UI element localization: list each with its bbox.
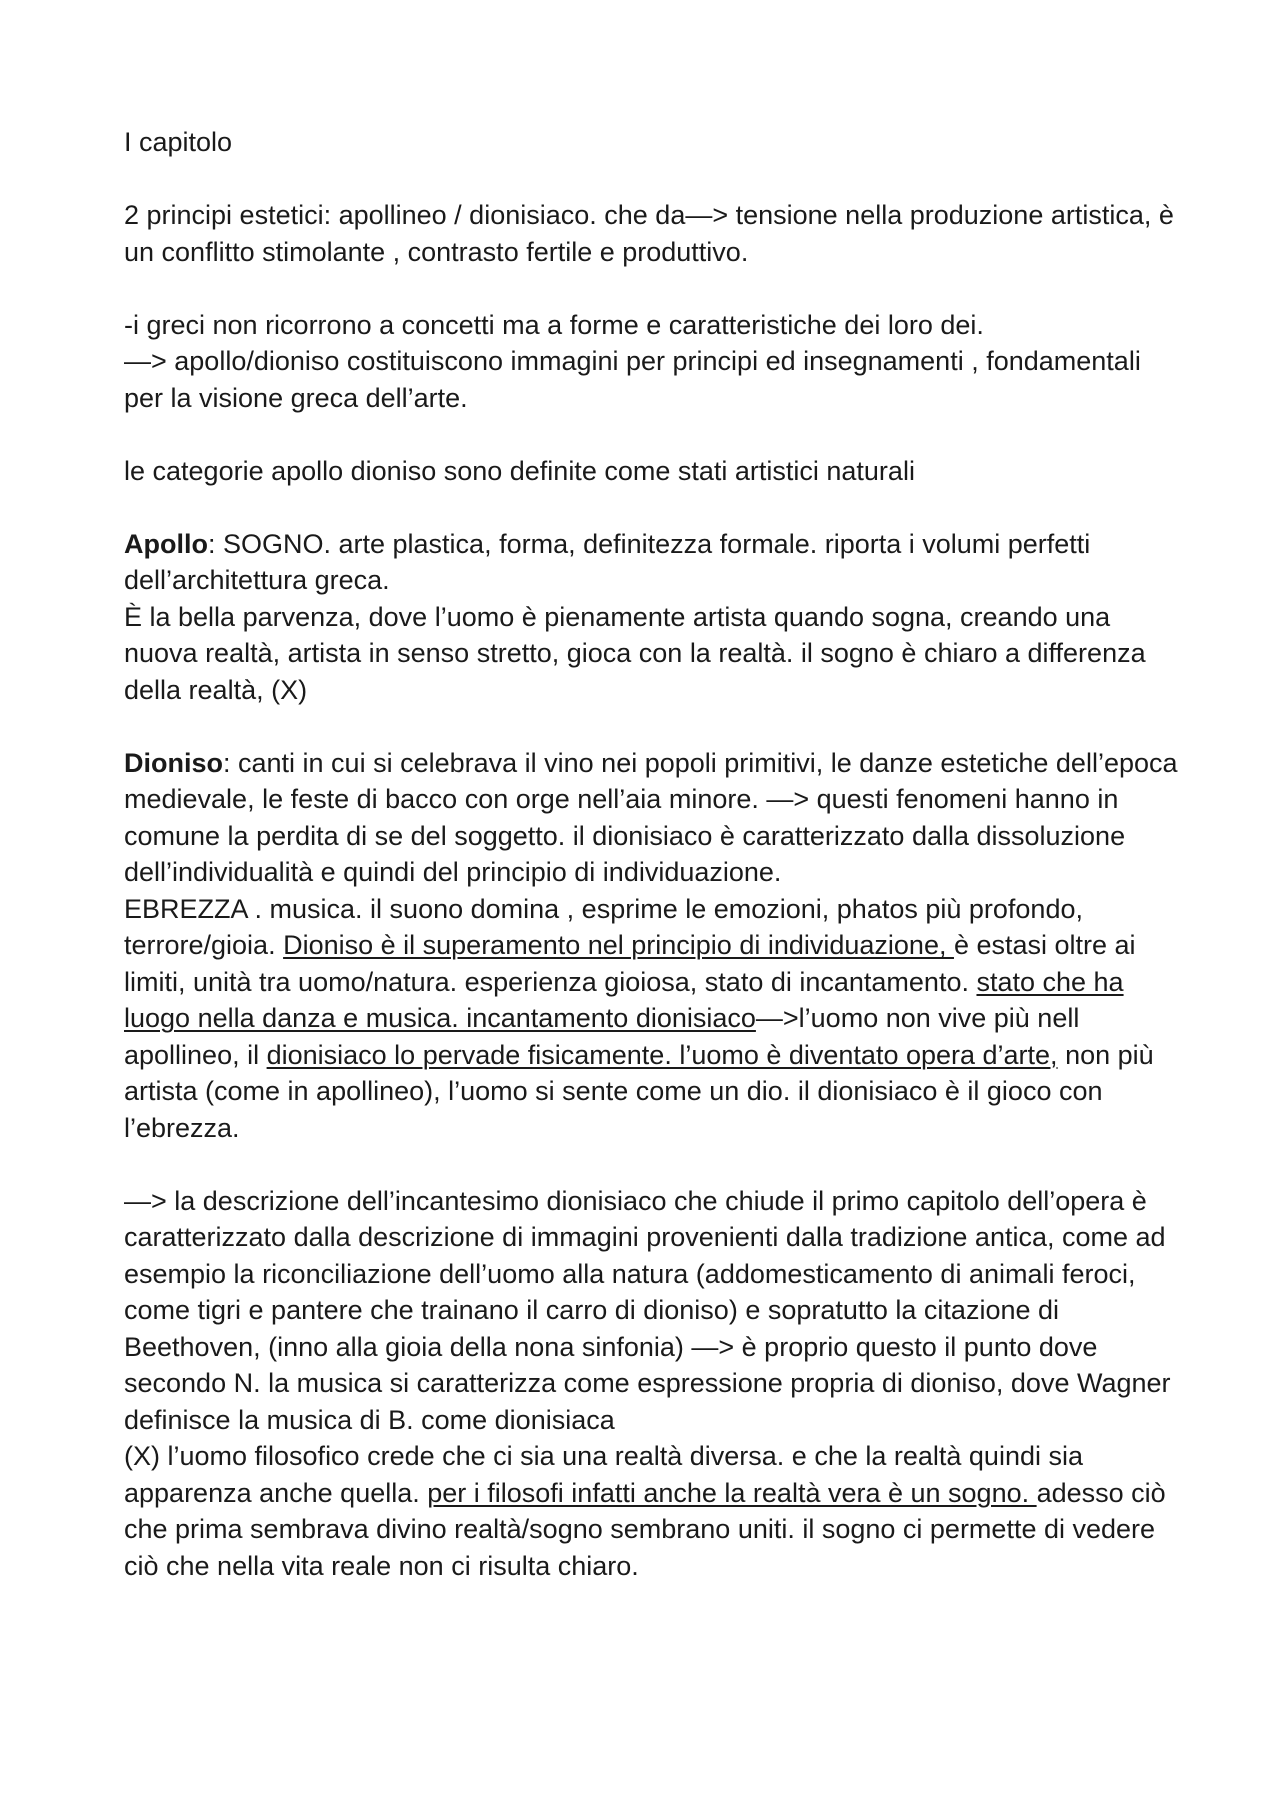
dioniso-label: Dioniso [124, 747, 223, 778]
paragraph-ebrezza [124, 891, 1184, 1147]
paragraph-apollo-parvenza: È la bella parvenza, dove l’uomo è pienamente artista quando sogna, creando una nuova realtà, artista in senso stretto, gioca con la realtà. il sogno è chiaro a differenza della realtà, (X) [124, 601, 1146, 705]
x-text-1: (X) l’uomo filosofico crede che ci sia una realtà diversa. e che la realtà quindi sia apparenza anche quella. [124, 1441, 1083, 1508]
apollo-label: Apollo [124, 528, 208, 559]
paragraph-greeks: -i greci non ricorrono a concetti ma a forme e caratteristiche dei loro dei. [124, 309, 984, 340]
paragraph-dioniso [124, 745, 1184, 891]
underlined-individuazione: Dioniso è il superamento nel principio di individuazione, [283, 930, 954, 960]
paragraph-x-note [124, 1438, 1184, 1584]
ebrezza-text-3: —>l’uomo non vive più nell apollineo, il [124, 1003, 1080, 1070]
x-text-2: adesso ciò che prima sembrava divino realtà/sogno sembrano uniti. il sogno ci permette di vedere ciò che nella vita reale non ci risulta chiaro. [124, 1477, 1166, 1581]
underlined-sogno: per i filosofi infatti anche la realtà vera è un sogno. [427, 1477, 1037, 1508]
underlined-incantamento: stato che ha luogo nella danza e musica. incantamento dionisiaco [124, 966, 1124, 1033]
paragraph-apollo-dioniso-images: —> apollo/dioniso costituiscono immagini per principi ed insegnamenti , fondamentali per la visione greca dell’arte. [124, 346, 1141, 413]
chapter-title: I capitolo [124, 127, 233, 157]
paragraph-incantesimo: —> la descrizione dell’incantesimo dionisiaco che chiude il primo capitolo dell’opera è caratterizzato dalla descrizione di immagini provenienti dalla tradizione antica, come ad esempio la riconciliazione dell’uomo alla natura (addomesticamento di animali feroci, come tigri e pantere che trainano il carro di dioniso) e sopratutto la citazione di Beethoven, (inno alla gioia della nona sinfonia) —> è proprio questo il punto dove secondo N. la musica si caratterizza come espressione propria di dioniso, dove Wagner definisce la musica di B. come dionisiaca [124, 1185, 1171, 1435]
paragraph-apollo [124, 526, 1184, 599]
ebrezza-text-2: è estasi oltre ai limiti, unità tra uomo/natura. esperienza gioiosa, stato di incantamento. [124, 930, 1136, 997]
paragraph-principles: 2 principi estetici: apollineo / dionisiaco. che da—> tensione nella produzione artistica, è un conflitto stimolante , contrasto fertile e produttivo. [124, 200, 1174, 267]
dioniso-text: : canti in cui si celebrava il vino nei popoli primitivi, le danze estetiche dell’epoca medievale, le feste di bacco con orge nell’aia minore. —> questi fenomeni hanno in comune la perdita di se del soggetto. il dionisiaco è caratterizzato dalla dissoluzione dell’individualità e quindi del principio di individuazione. [124, 747, 1178, 887]
paragraph-categories: le categorie apollo dioniso sono definite come stati artistici naturali [124, 455, 915, 486]
ebrezza-text-1: EBREZZA . musica. il suono domina , esprime le emozioni, phatos più profondo, terrore/gioia. [124, 893, 1083, 960]
ebrezza-text-4: non più artista (come in apollineo), l’uomo si sente come un dio. il dionisiaco è il gioco con l’ebrezza. [124, 1039, 1154, 1143]
apollo-text: : SOGNO. arte plastica, forma, definitezza formale. riporta i volumi perfetti dell’architettura greca. [124, 528, 1091, 595]
underlined-opera-arte: dionisiaco lo pervade fisicamente. l’uomo è diventato opera d’arte, [266, 1039, 1058, 1070]
document-page [124, 124, 1184, 1584]
